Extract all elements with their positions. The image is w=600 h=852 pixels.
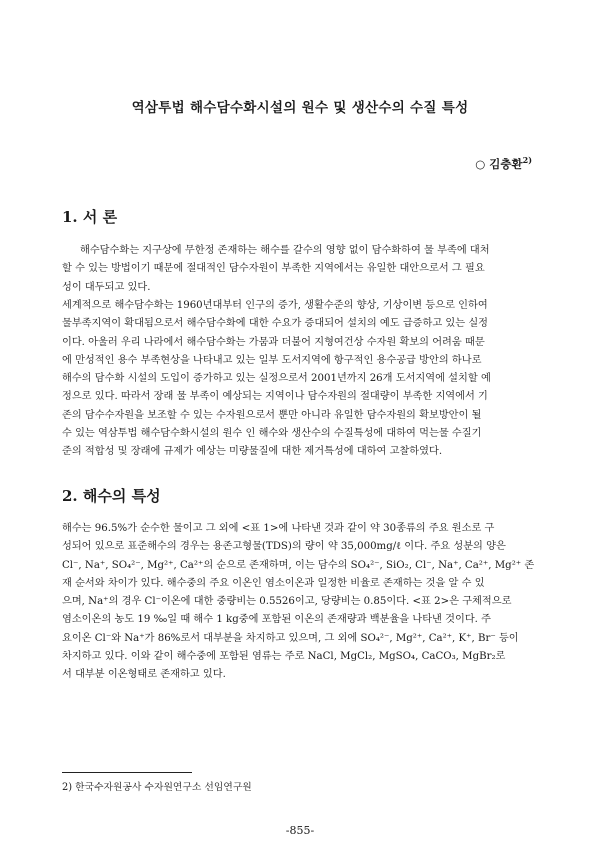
intro-paragraph-1 (62, 242, 540, 297)
text-line: 물부족지역이 확대됨으로서 해수담수화에 대한 수요가 증대되어 설치의 예도 급증하고 있는 실정 (62, 318, 489, 330)
seawater-paragraph (62, 520, 540, 685)
author-line (475, 155, 532, 172)
page-number: -855- (285, 824, 315, 837)
text-line: 해수담수화는 지구상에 무한정 존재하는 해수를 갈수의 영향 없이 담수화하여 물 부족에 대처 (80, 245, 490, 256)
section-heading-seawater: 2. 해수의 특성 (62, 487, 161, 505)
text-line: 재 순서와 차이가 있다. 해수중의 주요 이온인 염소이온과 일정한 비율로 존재하는 것을 알 수 있 (62, 577, 485, 589)
footnote: 2) 한국수자원공사 수자원연구소 선임연구원 (62, 782, 252, 793)
footnote-divider (62, 772, 192, 773)
text-line: 존의 담수수자원을 보조할 수 있는 수자원으로서 뿐만 아니라 유일한 담수자원의 확보방안이 될 (62, 409, 482, 421)
text-line: 염소이온의 농도 19 ‰일 때 해수 1 kg중에 포함된 이온의 존재량과 백분율을 나타낸 것이다. 주 (62, 614, 491, 626)
text-line: 준의 적합성 및 장래에 규제가 예상는 미량물질에 대한 제거특성에 대하여 고찰하였다. (62, 446, 443, 458)
author-name: ○ 김충환 (475, 156, 523, 171)
paper-title: 역삼투법 해수담수화시설의 원수 및 생산수의 수질 특성 (131, 100, 469, 116)
text-line: 해수는 96.5%가 순수한 물이고 그 외에 <표 1>에 나타낸 것과 같이 약 30종류의 주요 원소로 구 (62, 523, 495, 534)
text-line: 차지하고 있다. 이와 같이 해수중에 포함된 염류는 주로 NaCl, MgCl₂, MgSO₄, CaCO₃, MgBr₂로 (62, 651, 506, 663)
author-footnote-mark: 2) (522, 155, 532, 165)
text-line: 해수의 담수화 시설의 도입이 증가하고 있는 실정으로서 2001년까지 26개 도서지역에 설치할 예 (62, 373, 491, 385)
intro-paragraph-2 (62, 297, 540, 462)
text-line: 할 수 있는 방법이기 때문에 절대적인 담수자원이 부족한 지역에서는 유일한 대안으로서 그 필요 (62, 263, 485, 275)
text-line: 성이 대두되고 있다. (62, 281, 151, 293)
text-line: Cl⁻, Na⁺, SO₄²⁻, Mg²⁺, Ca²⁺의 순으로 존재하며, 이는 담수의 SO₄²⁻, SiO₂, Cl⁻, Na⁺, Ca²⁺, Mg²⁺ 존 (62, 559, 535, 571)
text-line: 으며, Na⁺의 경우 Cl⁻이온에 대한 중량비는 0.5526이고, 당량비는 0.85이다. <표 2>은 구체적으로 (62, 596, 512, 608)
text-line: 세계적으로 해수담수화는 1960년대부터 인구의 증가, 생활수준의 향상, 기상이변 등으로 인하여 (62, 300, 488, 311)
section-heading-introduction: 1. 서 론 (62, 208, 118, 226)
text-line: 정으로 있다. 따라서 장래 물 부족이 예상되는 지역이나 담수자원의 절대량이 부족한 지역에서 기 (62, 391, 488, 403)
text-line: 수 있는 역삼투법 해수담수화시설의 원수 인 해수와 생산수의 수질특성에 대하여 먹는물 수질기 (62, 428, 482, 440)
text-line: 이다. 아울러 우리 나라에서 해수담수화는 가뭄과 더불어 지형여건상 수자원 확보의 어려움 때문 (62, 336, 485, 348)
text-line: 에 만성적인 용수 부족현상을 나타내고 있는 일부 도서지역에 항구적인 용수공급 방안의 하나로 (62, 354, 482, 366)
text-line: 요이온 Cl⁻와 Na⁺가 86%로서 대부분을 차지하고 있으며, 그 외에 SO₄²⁻, Mg²⁺, Ca²⁺, K⁺, Br⁻ 등이 (62, 632, 519, 644)
text-line: 성되어 있으로 표준해수의 경우는 용존고형물(TDS)의 량이 약 35,000mg/ℓ 이다. 주요 성분의 양은 (62, 541, 506, 553)
text-line: 서 대부분 이온형태로 존재하고 있다. (62, 669, 226, 681)
